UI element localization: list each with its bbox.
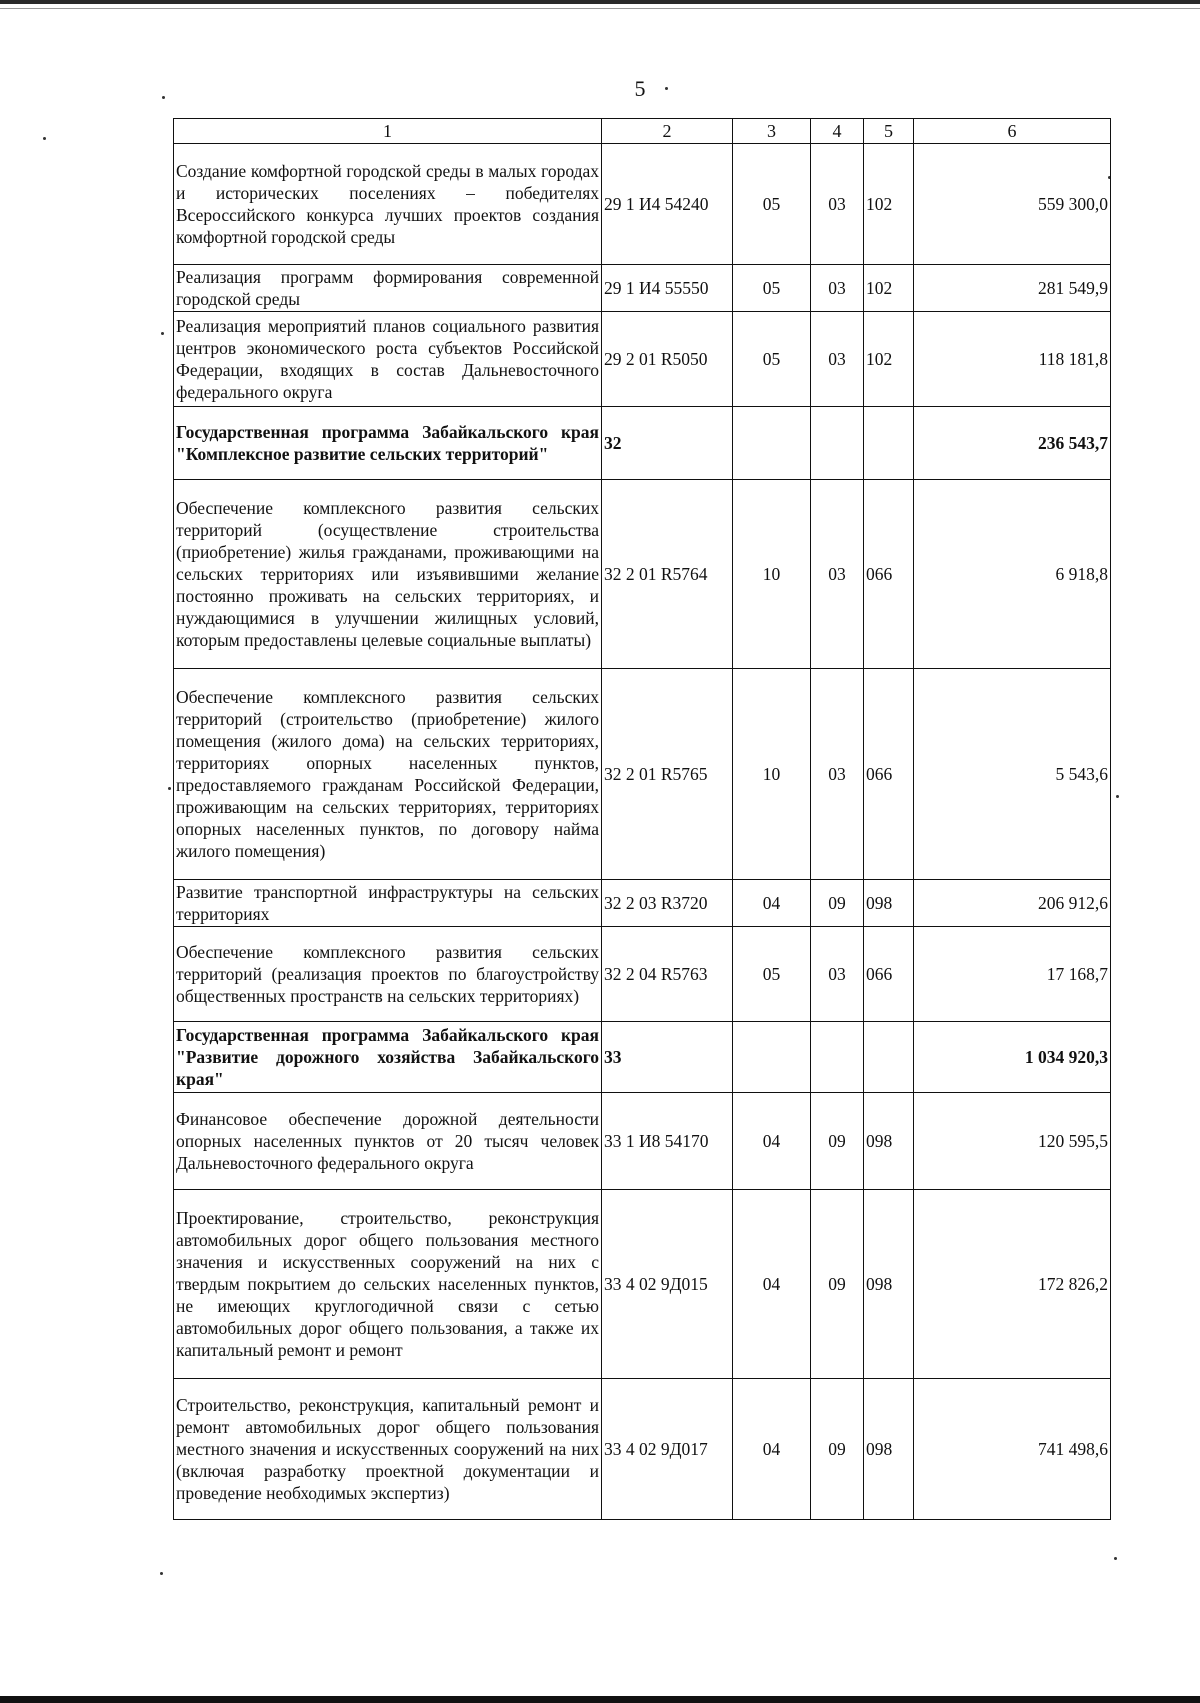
column-header-2: 2 [602, 119, 733, 144]
table-row [174, 1190, 1111, 1379]
row-code: 29 1 И4 54240 [602, 144, 733, 265]
row-section: 05 [733, 927, 811, 1022]
scan-speck [160, 1572, 163, 1575]
row-name: Государственная программа Забайкальского края "Развитие дорожного хозяйства Забайкальского края" [174, 1022, 602, 1093]
row-code: 32 2 01 R5764 [602, 480, 733, 669]
row-amount: 5 543,6 [914, 669, 1111, 880]
row-subsection: 03 [811, 669, 864, 880]
row-expense-type: 098 [864, 1379, 914, 1520]
scan-speck [665, 87, 668, 90]
page-number: 5 [634, 76, 646, 101]
row-code: 32 2 04 R5763 [602, 927, 733, 1022]
row-section: 04 [733, 880, 811, 927]
scan-speck [1114, 1557, 1117, 1560]
program-row [174, 1022, 1111, 1093]
row-name: Реализация мероприятий планов социального развития центров экономического роста субъектов Российской Федерации, входящих в состав Дальневосточного федерального округа [174, 312, 602, 407]
row-section [733, 407, 811, 480]
row-amount: 1 034 920,3 [914, 1022, 1111, 1093]
row-expense-type: 066 [864, 927, 914, 1022]
row-expense-type [864, 407, 914, 480]
row-code: 33 4 02 9Д017 [602, 1379, 733, 1520]
row-name: Развитие транспортной инфраструктуры на сельских территориях [174, 880, 602, 927]
row-section: 05 [733, 265, 811, 312]
table-row [174, 312, 1111, 407]
table-row [174, 1093, 1111, 1190]
row-name: Обеспечение комплексного развития сельских территорий (осуществление строительства (приобретение) жилья гражданами, проживающими на сельских территориях или изъявившими желание постоянно проживать на сельских территориях, и нуждающимися в улучшении жилищных условий, которым предоставлены целевые социальные выплаты) [174, 480, 602, 669]
scan-speck [168, 787, 171, 790]
row-subsection: 03 [811, 144, 864, 265]
row-section: 04 [733, 1379, 811, 1520]
scan-top-border [0, 0, 1200, 4]
row-code: 33 4 02 9Д015 [602, 1190, 733, 1379]
row-amount: 281 549,9 [914, 265, 1111, 312]
table-row [174, 880, 1111, 927]
table-header-row [174, 119, 1111, 144]
row-amount: 559 300,0 [914, 144, 1111, 265]
row-expense-type: 102 [864, 312, 914, 407]
row-name: Создание комфортной городской среды в малых городах и исторических поселениях – победителях Всероссийского конкурса лучших проектов создания комфортной городской среды [174, 144, 602, 265]
scan-speck [1116, 795, 1119, 798]
row-subsection: 09 [811, 1190, 864, 1379]
table-row [174, 480, 1111, 669]
row-subsection: 09 [811, 880, 864, 927]
row-amount: 120 595,5 [914, 1093, 1111, 1190]
row-name: Обеспечение комплексного развития сельских территорий (реализация проектов по благоустройству общественных пространств на сельских территориях) [174, 927, 602, 1022]
row-expense-type: 098 [864, 880, 914, 927]
row-name: Строительство, реконструкция, капитальный ремонт и ремонт автомобильных дорог общего пользования местного значения и искусственных сооружений на них (включая разработку проектной документации и проведение необходимых экспертиз) [174, 1379, 602, 1520]
row-section: 05 [733, 144, 811, 265]
row-amount: 206 912,6 [914, 880, 1111, 927]
row-amount: 236 543,7 [914, 407, 1111, 480]
row-code: 33 1 И8 54170 [602, 1093, 733, 1190]
row-expense-type: 066 [864, 480, 914, 669]
row-code: 32 2 03 R3720 [602, 880, 733, 927]
row-subsection: 03 [811, 312, 864, 407]
column-header-3: 3 [733, 119, 811, 144]
scan-top-border-thin [0, 8, 1200, 9]
row-expense-type: 066 [864, 669, 914, 880]
table-row [174, 669, 1111, 880]
row-subsection [811, 407, 864, 480]
row-amount: 118 181,8 [914, 312, 1111, 407]
row-section [733, 1022, 811, 1093]
scan-bottom-border [0, 1696, 1200, 1703]
column-header-1: 1 [174, 119, 602, 144]
row-subsection: 09 [811, 1379, 864, 1520]
row-name: Финансовое обеспечение дорожной деятельности опорных населенных пунктов от 20 тысяч человек Дальневосточного федерального округа [174, 1093, 602, 1190]
row-name: Государственная программа Забайкальского края "Комплексное развитие сельских территорий" [174, 407, 602, 480]
row-subsection: 09 [811, 1093, 864, 1190]
row-code: 33 [602, 1022, 733, 1093]
table-row [174, 927, 1111, 1022]
row-amount: 17 168,7 [914, 927, 1111, 1022]
row-code: 32 2 01 R5765 [602, 669, 733, 880]
row-section: 05 [733, 312, 811, 407]
row-subsection: 03 [811, 265, 864, 312]
column-header-5: 5 [864, 119, 914, 144]
row-amount: 6 918,8 [914, 480, 1111, 669]
budget-table [173, 118, 1111, 1520]
row-amount: 741 498,6 [914, 1379, 1111, 1520]
program-row [174, 407, 1111, 480]
scan-speck [161, 332, 164, 335]
row-name: Проектирование, строительство, реконструкция автомобильных дорог общего пользования местного значения и искусственных сооружений на них с твердым покрытием до сельских населенных пунктов, не имеющих круглогодичной связи с сетью автомобильных дорог общего пользования, а также их капитальный ремонт и ремонт [174, 1190, 602, 1379]
row-expense-type: 098 [864, 1190, 914, 1379]
row-code: 29 1 И4 55550 [602, 265, 733, 312]
table-row [174, 144, 1111, 265]
row-section: 04 [733, 1093, 811, 1190]
row-subsection: 03 [811, 480, 864, 669]
row-expense-type: 102 [864, 144, 914, 265]
column-header-4: 4 [811, 119, 864, 144]
scan-speck [43, 137, 46, 140]
row-expense-type: 098 [864, 1093, 914, 1190]
table-row [174, 1379, 1111, 1520]
column-header-6: 6 [914, 119, 1111, 144]
row-code: 29 2 01 R5050 [602, 312, 733, 407]
row-name: Обеспечение комплексного развития сельских территорий (строительство (приобретение) жилого помещения (жилого дома) на сельских территориях, территориях опорных населенных пунктов, предоставляемого гражданам Российской Федерации, проживающим на сельских территориях, территориях опорных населенных пунктов, по договору найма жилого помещения) [174, 669, 602, 880]
row-expense-type [864, 1022, 914, 1093]
row-subsection [811, 1022, 864, 1093]
row-subsection: 03 [811, 927, 864, 1022]
row-section: 10 [733, 669, 811, 880]
row-code: 32 [602, 407, 733, 480]
row-section: 04 [733, 1190, 811, 1379]
table-row [174, 265, 1111, 312]
row-section: 10 [733, 480, 811, 669]
row-name: Реализация программ формирования современной городской среды [174, 265, 602, 312]
row-expense-type: 102 [864, 265, 914, 312]
scan-speck [162, 96, 165, 99]
row-amount: 172 826,2 [914, 1190, 1111, 1379]
